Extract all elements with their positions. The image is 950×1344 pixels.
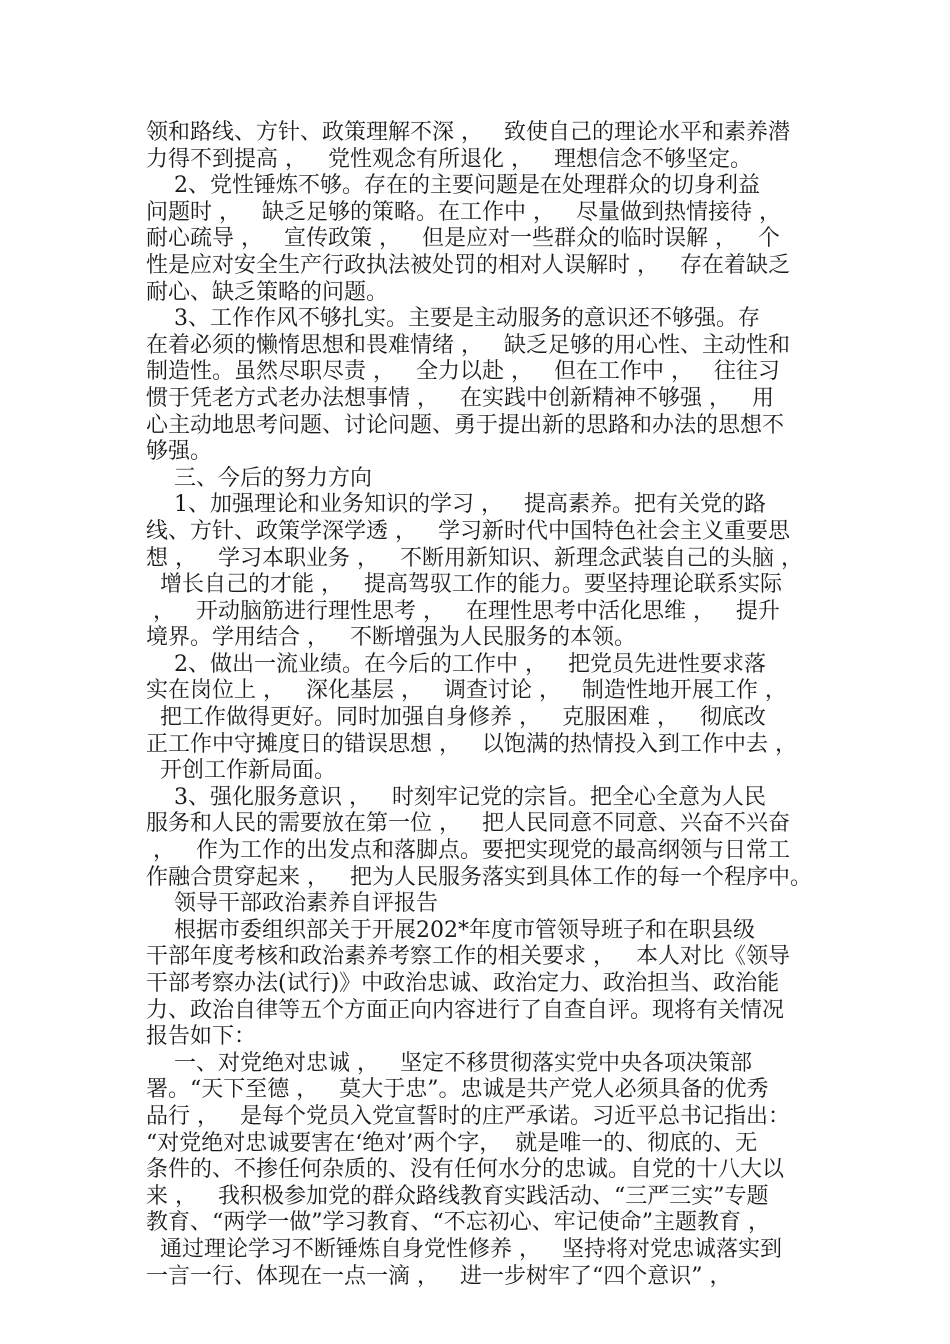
text-line: 三、今后的努力方向 <box>146 465 372 491</box>
text-line: 2、党性锤炼不够。存在的主要问题是在处理群众的切身利益 <box>146 173 760 199</box>
text-line: 领和路线、方针、政策理解不深 ， 致使自己的理论水平和素养潜 <box>146 120 790 145</box>
text-line: 问题时 ， 缺乏足够的策略。在工作中 ， 尽量做到热情接待 ， <box>146 199 781 225</box>
text-line: 耐心疏导 ， 宣传政策 ， 但是应对一些群众的临时误解 ， 个 <box>146 226 780 252</box>
text-line: 署。“天下至德 ， 莫大于忠”。忠诚是共产党人必须具备的优秀 <box>146 1077 769 1103</box>
text-line: 领导干部政治素养自评报告 <box>146 891 438 917</box>
text-line: 干部考察办法(试行)》中政治忠诚、政治定力、政治担当、政治能 <box>146 971 780 996</box>
text-line: 线、方针、政策学深学透 ， 学习新时代中国特色社会主义重要思 <box>146 518 790 544</box>
text-line: 服务和人民的需要放在第一位 ， 把人民同意不同意、兴奋不兴奋 <box>146 811 790 837</box>
text-line: 1、加强理论和业务知识的学习 ， 提高素养。把有关党的路 <box>146 492 766 518</box>
text-line: 干部年度考核和政治素养考察工作的相关要求 ， 本人对比《领导 <box>146 944 790 970</box>
text-line: 心主动地思考问题、讨论问题、勇于提出新的思路和办法的思想不 <box>146 412 785 438</box>
text-line: 3、工作作风不够扎实。主要是主动服务的意识还不够强。存 <box>146 306 760 332</box>
text-line: 把工作做得更好。同时加强自身修养 ， 克服困难 ， 彻底改 <box>146 705 766 731</box>
text-line: 开创工作新局面。 <box>146 758 336 784</box>
text-line: 3、强化服务意识 ， 时刻牢记党的宗旨。把全心全意为人民 <box>146 784 766 810</box>
text-line: 想 ， 学习本职业务 ， 不断用新知识、新理念武装自己的头脑 ， <box>146 545 803 571</box>
text-line: 性是应对安全生产行政执法被处罚的相对人误解时 ， 存在着缺乏 <box>146 252 790 278</box>
text-line: 增长自己的才能 ， 提高驾驭工作的能力。要坚持理论联系实际 <box>146 572 782 598</box>
text-line: 通过理论学习不断锤炼自身党性修养 ， 坚持将对党忠诚落实到 <box>146 1236 782 1262</box>
text-line: 实在岗位上 ， 深化基层 ， 调查讨论 ， 制造性地开展工作 ， <box>146 678 787 704</box>
text-line: ， 开动脑筋进行理性思考 ， 在理性思考中活化思维 ， 提升 <box>146 598 780 624</box>
text-line: 境界。学用结合 ， 不断增强为人民服务的本领。 <box>146 625 636 651</box>
text-line: 够强。 <box>146 439 213 465</box>
text-line: 力得不到提高 ， 党性观念有所退化 ， 理想信念不够坚定。 <box>146 146 752 172</box>
text-line: 耐心、缺乏策略的问题。 <box>146 279 389 305</box>
text-line: 2、做出一流业绩。在今后的工作中 ， 把党员先进性要求落 <box>146 651 766 677</box>
text-line: 报告如下： <box>146 1024 257 1050</box>
text-line: 品行 ， 是每个党员入党宣誓时的庄严承诺。习近平总书记指出： <box>146 1103 790 1129</box>
text-line: 一言一行、体现在一点一滴 ， 进一步树牢了“四个意识” ， <box>146 1263 732 1289</box>
text-line: 来 ， 我积极参加党的群众路线教育实践活动、“三严三实”专题 <box>146 1183 769 1209</box>
text-line: 制造性。虽然尽职尽责 ， 全力以赴 ， 但在工作中 ， 往往习 <box>146 359 780 385</box>
text-line: 教育、“两学一做”学习教育、“不忘初心、牢记使命”主题教育 ， <box>146 1210 770 1236</box>
text-line: 根据市委组织部关于开展202*年度市管领导班子和在职县级 <box>146 917 755 943</box>
text-line: 力、政治自律等五个方面正向内容进行了自查自评。现将有关情况 <box>146 997 785 1023</box>
text-line: 作融合贯穿起来 ， 把为人民服务落实到具体工作的每一个程序中。 <box>146 864 812 890</box>
text-line: 正工作中守摊度日的错误思想 ， 以饱满的热情投入到工作中去 ， <box>146 731 797 757</box>
text-line: ， 作为工作的出发点和落脚点。要把实现党的最高纲领与日常工 <box>146 838 790 864</box>
text-line: “对党绝对忠诚要害在‘绝对’两个字， 就是唯一的、彻底的、无 <box>146 1130 758 1156</box>
text-line: 在着必须的懒惰思想和畏难情绪 ， 缺乏足够的用心性、主动性和 <box>146 332 790 358</box>
text-line: 条件的、不掺任何杂质的、没有任何水分的忠诚。自党的十八大以 <box>146 1157 785 1183</box>
text-line: 惯于凭老方式老办法想事情 ， 在实践中创新精神不够强 ， 用 <box>146 385 774 411</box>
text-line: 一、对党绝对忠诚 ， 坚定不移贯彻落实党中央各项决策部 <box>146 1050 752 1076</box>
body-text <box>146 120 816 1290</box>
